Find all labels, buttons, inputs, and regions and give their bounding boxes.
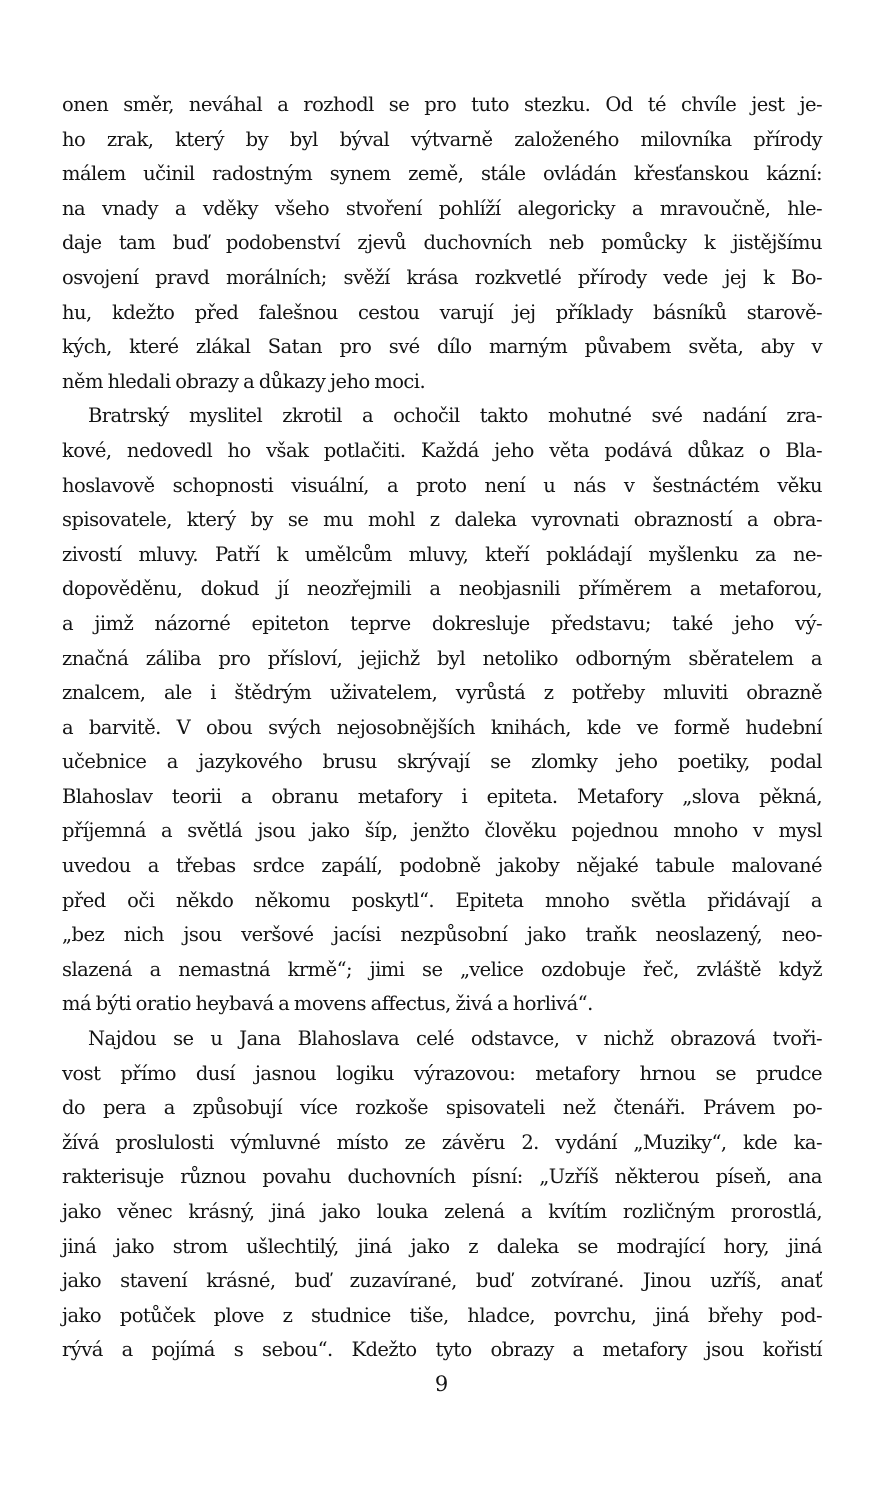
text-line: dopověděnu, dokud jí neozřejmili a neobjasnili příměrem a metaforou, [62, 577, 822, 601]
text-line: a jimž názorné epiteton teprve dokresluje představu; také jeho vý- [62, 611, 822, 635]
text-line: jako potůček plove z studnice tiše, hladce, povrchu, jiná břehy pod- [62, 1303, 822, 1327]
text-line: žívá proslulosti výmluvné místo ze závěru 2. vydání „Muziky“, kde ka- [62, 1130, 822, 1154]
text-line: znalcem, ale i štědrým uživatelem, vyrůstá z potřeby mluviti obrazně [62, 681, 822, 705]
text-line: rývá a pojímá s sebou“. Kdežto tyto obrazy a metafory jsou kořistí [62, 1338, 822, 1362]
paragraph-1 [62, 88, 822, 399]
text-line: málem učinil radostným synem země, stále ovládán křesťanskou kázní: [62, 162, 822, 186]
text-line: Blahoslav teorii a obranu metafory i epiteta. Metafory „slova pěkná, [62, 784, 822, 808]
text-line: Najdou se u Jana Blahoslava celé odstavce, v nichž obrazová tvoři- [88, 1027, 822, 1051]
text-line: ho zrak, který by byl býval výtvarně založeného milovníka přírody [62, 127, 822, 151]
page-body [62, 88, 822, 1368]
text-line: jako věnec krásný, jiná jako louka zelená a kvítím rozličným prorostlá, [62, 1200, 822, 1223]
text-line: má býti oratio heybavá a movens affectus, živá a horlivá“. [62, 992, 593, 1016]
page-number: 9 [434, 1372, 449, 1396]
paragraph-2 [62, 399, 822, 1022]
text-line: zivostí mluvy. Patří k umělcům mluvy, kteří pokládají myšlenku za ne- [62, 542, 822, 566]
text-line: na vnady a vděky všeho stvoření pohlíží alegoricky a mravoučně, hle- [62, 196, 822, 220]
text-line: daje tam buď podobenství zjevů duchovních neb pomůcky k jistějšímu [62, 231, 822, 255]
text-line: jako stavení krásné, buď zuzavírané, buď zotvírané. Jinou uzříš, anať [62, 1269, 822, 1293]
text-line: Bratrský myslitel zkrotil a ochočil takto mohutné své nadání zra- [88, 404, 822, 428]
text-line: do pera a způsobují více rozkoše spisovateli než čtenáři. Právem po- [62, 1096, 822, 1120]
text-line: onen směr, neváhal a rozhodl se pro tuto stezku. Od té chvíle jest je- [62, 93, 822, 116]
text-line: spisovatele, který by se mu mohl z daleka vyrovnati obrazností a obra- [62, 508, 822, 532]
text-line: a barvitě. V obou svých nejosobnějších knihách, kde ve formě hudební [62, 715, 822, 739]
text-line: učebnice a jazykového brusu skrývají se zlomky jeho poetiky, podal [62, 750, 822, 774]
paragraph-3 [62, 1022, 822, 1368]
text-line: slazená a nemastná krmě“; jimi se „velice ozdobuje řeč, zvláště když [62, 957, 822, 981]
text-line: kové, nedovedl ho však potlačiti. Každá jeho věta podává důkaz o Bla- [62, 438, 822, 462]
text-line: příjemná a světlá jsou jako šíp, jenžto člověku pojednou mnoho v mysl [62, 819, 822, 843]
text-line: hu, kdežto před falešnou cestou varují jej příklady básníků starově- [62, 300, 822, 324]
text-line: osvojení pravd morálních; svěží krása rozkvetlé přírody vede jej k Bo- [62, 265, 822, 289]
text-line: před oči někdo někomu poskytl“. Epiteta mnoho světla přidávají a [62, 888, 822, 912]
text-line: jiná jako strom ušlechtilý, jiná jako z daleka se modrající hory, jiná [62, 1234, 822, 1258]
text-line: „bez nich jsou veršové jacísi nezpůsobní jako traňk neoslazený, neo- [62, 923, 822, 947]
text-line: rakterisuje různou povahu duchovních písní: „Uzříš některou píseň, ana [62, 1165, 822, 1189]
text-line: něm hledali obrazy a důkazy jeho moci. [62, 369, 426, 393]
text-line: kých, které zlákal Satan pro své dílo marným půvabem světa, aby v [62, 335, 822, 359]
text-line: uvedou a třebas srdce zapálí, podobně jakoby nějaké tabule malované [62, 854, 822, 878]
text-line: značná záliba pro přísloví, jejichž byl netoliko odborným sběratelem a [62, 646, 822, 670]
text-line: vost přímo dusí jasnou logiku výrazovou: metafory hrnou se prudce [62, 1061, 822, 1085]
text-line: hoslavově schopnosti visuální, a proto není u nás v šestnáctém věku [62, 473, 822, 497]
